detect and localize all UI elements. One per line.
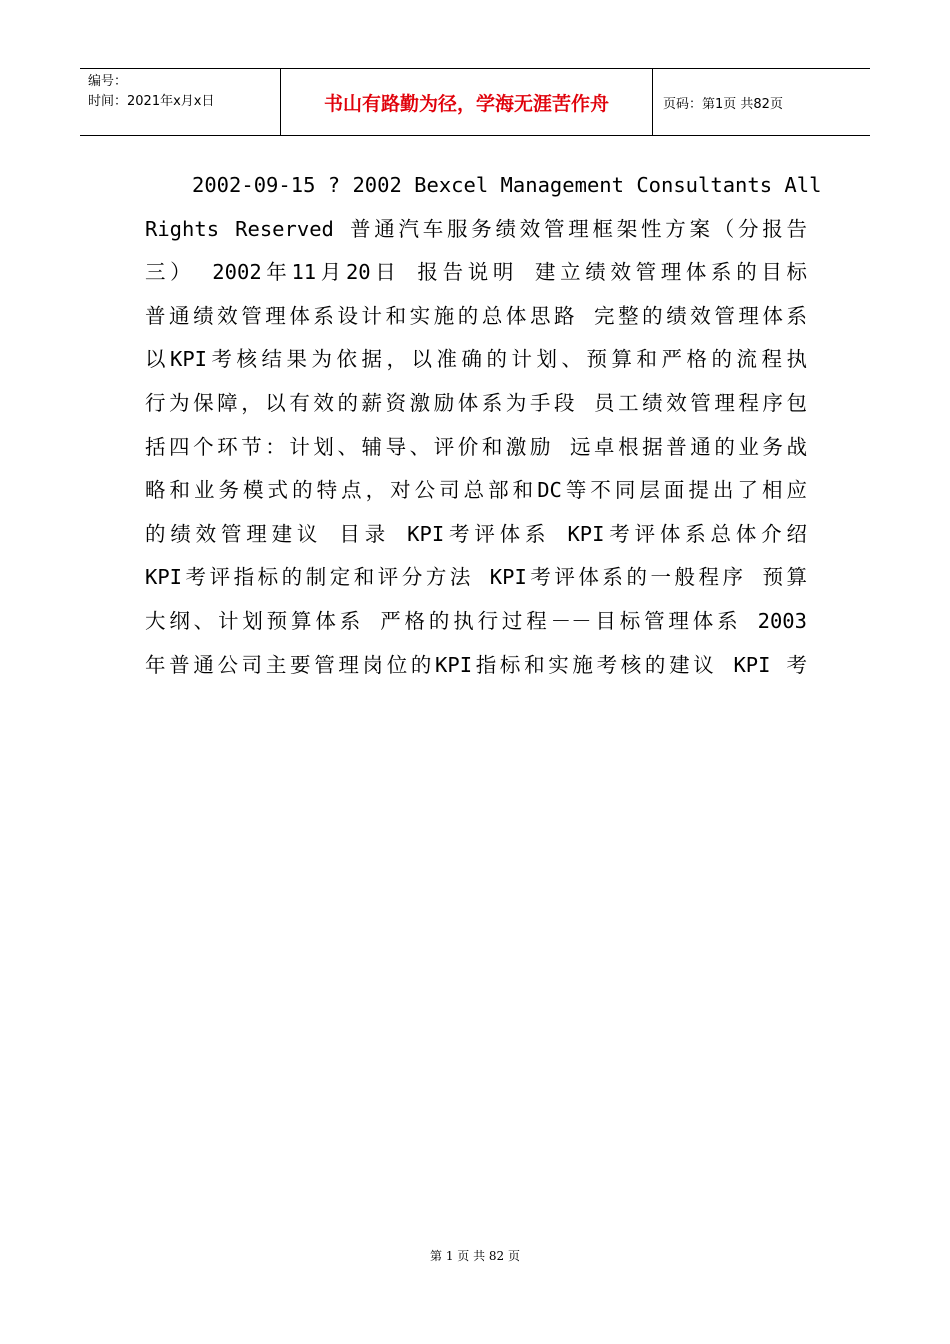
body-line: 略和业务模式的特点，对公司总部和DC等不同层面提出了相应 — [145, 478, 807, 503]
document-date-label: 时间：2021年x月x日 — [88, 94, 215, 109]
page-footer: 第 1 页 共 82 页 — [430, 1249, 520, 1263]
body-line: 括四个环节：计划、辅导、评价和激励 远卓根据普通的业务战 — [145, 434, 807, 459]
body-line: 的绩效管理建议 目录 KPI考评体系 KPI考评体系总体介绍 — [145, 521, 807, 546]
document-number-label: 编号： — [88, 74, 128, 89]
header-page-info: 页码：第1页 共82页 — [663, 96, 783, 112]
document-body — [145, 164, 822, 687]
body-line: 2002-09-15 ? 2002 Bexcel Management Consultants All — [192, 173, 822, 197]
body-line: Rights Reserved 普通汽车服务绩效管理框架性方案（分报告 — [145, 216, 807, 241]
body-line: 普通绩效管理体系设计和实施的总体思路 完整的绩效管理体系 — [145, 303, 807, 328]
header-motto: 书山有路勤为径，学海无涯苦作舟 — [281, 69, 653, 135]
header-meta-cell — [80, 69, 281, 135]
document-header — [80, 68, 870, 136]
body-line: 年普通公司主要管理岗位的KPI指标和实施考核的建议 KPI 考 — [145, 652, 807, 677]
body-line: 行为保障，以有效的薪资激励体系为手段 员工绩效管理程序包 — [145, 390, 807, 415]
body-line: 大纲、计划预算体系 严格的执行过程－－目标管理体系 2003 — [145, 608, 807, 633]
body-line: 以KPI考核结果为依据，以准确的计划、预算和严格的流程执 — [145, 347, 807, 372]
body-line: 三） 2002年11月20日 报告说明 建立绩效管理体系的目标 — [145, 260, 807, 285]
body-line: KPI考评指标的制定和评分方法 KPI考评体系的一般程序 预算 — [145, 565, 807, 590]
